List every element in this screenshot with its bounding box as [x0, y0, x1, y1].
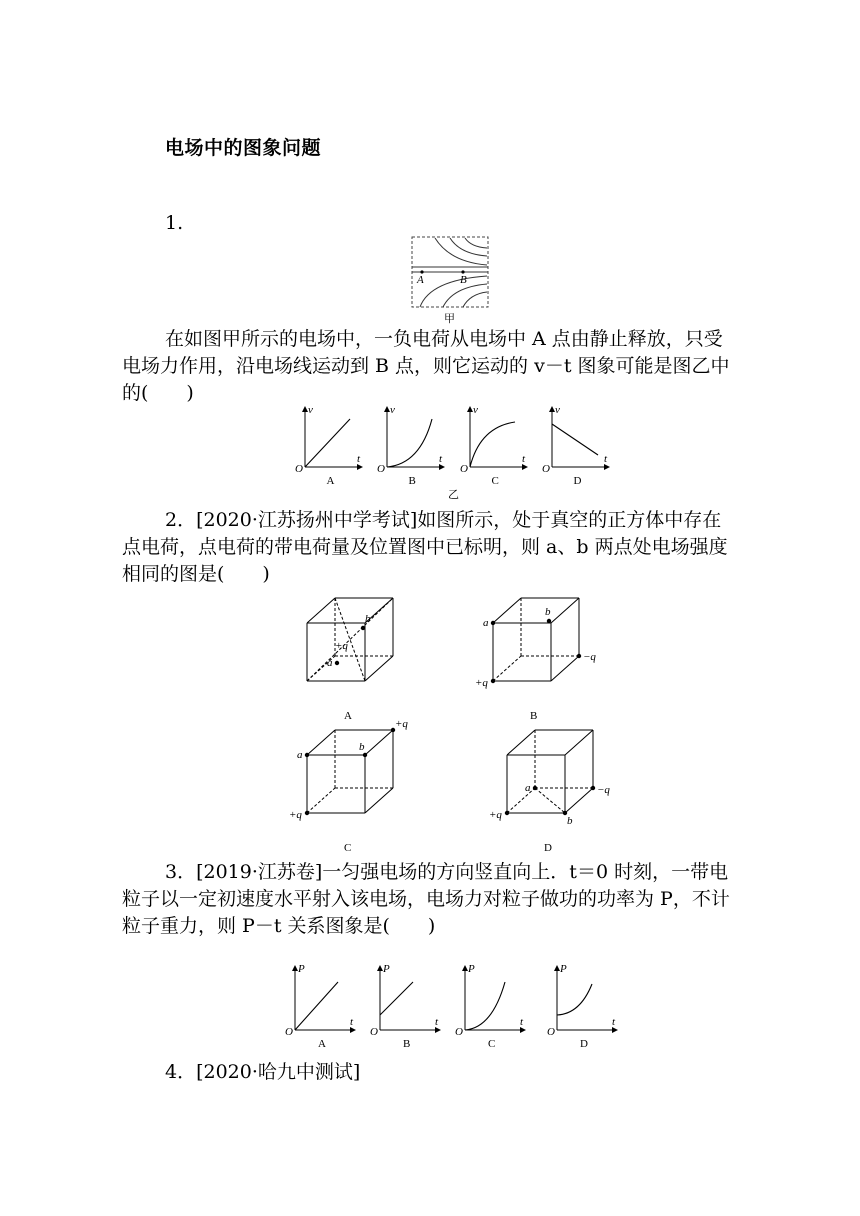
point-b-label: B [460, 274, 467, 286]
vt-curve [470, 422, 515, 467]
y-axis-label: P [298, 963, 305, 975]
pt-curve [465, 982, 505, 1030]
charge-minus-q [577, 654, 581, 658]
y-axis-label: P [468, 963, 475, 975]
vt-graph-c [460, 404, 526, 487]
point-a [335, 661, 339, 665]
label-a: a [483, 617, 489, 629]
point-b [361, 626, 365, 630]
fig-jia-label: 甲 [444, 313, 455, 324]
origin-label: O [295, 463, 303, 475]
pt-curve [295, 982, 338, 1030]
hidden-edge [507, 788, 535, 813]
option-label-B: B [530, 710, 538, 722]
point-a-label: A [417, 274, 424, 286]
option-label-A: A [318, 1038, 326, 1050]
cube-edge [551, 656, 579, 681]
q2-cube-figures [275, 583, 635, 858]
vt-curve [387, 419, 432, 467]
label-b: b [365, 613, 371, 625]
label-b: b [359, 741, 365, 753]
field-line [435, 238, 487, 265]
vt-graph-a [295, 404, 361, 487]
option-label-D: D [544, 842, 552, 854]
origin-label: O [370, 1026, 378, 1038]
pt-curve [380, 982, 413, 1015]
q1-text: 在如图甲所示的电场中，一负电荷从电场中 A 点由静止释放，只受电场力作用，沿电场线运动到 B 点，则它运动的 v－t 图象可能是图乙中的( ) [122, 328, 730, 404]
y-axis-label: P [560, 963, 567, 975]
diagonal [535, 788, 565, 813]
charge-plus-q [491, 679, 495, 683]
label-plus-q: +q [489, 809, 502, 821]
cube-figure-D [489, 730, 610, 854]
cube-edge [507, 730, 535, 755]
label-a: a [525, 782, 531, 794]
cube-edge [365, 730, 393, 755]
x-axis-label: t [439, 453, 443, 465]
origin-label: O [542, 463, 550, 475]
option-label-C: C [344, 842, 352, 854]
field-line [465, 238, 487, 248]
pt-graph-d [547, 963, 616, 1050]
charge-minus-q [591, 786, 595, 790]
label-plus-q: +q [475, 677, 488, 689]
field-line [463, 292, 487, 307]
option-label-B: B [403, 1038, 411, 1050]
option-label-C: C [488, 1038, 496, 1050]
x-axis-label: t [350, 1016, 354, 1028]
y-axis-label: P [383, 963, 390, 975]
hidden-edge [493, 656, 521, 681]
option-label-C: C [491, 475, 499, 487]
option-label-A: A [326, 475, 335, 487]
origin-label: O [460, 463, 468, 475]
x-axis-label: t [612, 1016, 616, 1028]
cube-edge [307, 598, 335, 623]
charge-plus-q-2 [305, 811, 309, 815]
label-plus-q-2: +q [289, 809, 302, 821]
page-title: 电场中的图象问题 [165, 137, 322, 159]
option-label-D: D [573, 475, 582, 487]
cube-edge [565, 788, 593, 813]
label-plus-q: +q [395, 718, 408, 730]
label-b: b [545, 606, 551, 618]
cube-edge [493, 598, 521, 623]
option-label-B: B [408, 475, 416, 487]
vt-curve [305, 419, 350, 467]
cube-edge [365, 788, 393, 813]
cube-edge [565, 730, 593, 755]
label-minus-q: −q [583, 651, 596, 663]
option-label-D: D [580, 1038, 588, 1050]
vt-graph-d [542, 404, 608, 487]
q1-number: 1. [165, 212, 184, 234]
label-b: b [567, 815, 573, 827]
cube-edge [307, 730, 335, 755]
q1-figure-jia [405, 232, 495, 324]
vt-graph-b [377, 404, 443, 487]
cube-figure-A [307, 598, 393, 722]
label-minus-q: −q [597, 784, 610, 796]
y-axis-label: v [390, 404, 395, 416]
y-axis-label: v [555, 404, 560, 416]
hidden-edge [307, 788, 335, 813]
q3-text: 3．[2019·江苏卷]一匀强电场的方向竖直向上．t＝0 时刻，一带电粒子以一定初速度水平射入该电场，电场力对粒子做功的功率为 P，不计粒子重力，则 P－t 关系图象是( ) [122, 861, 730, 937]
fig-yi-label: 乙 [448, 489, 459, 500]
q2-text: 2．[2020·江苏扬州中学考试]如图所示，处于真空的正方体中存在点电荷，点电荷的带电荷量及位置图中已标明，则 a、b 两点处电场强度相同的图是( ) [122, 509, 728, 585]
cube-edge [551, 598, 579, 623]
cube-figure-C [289, 718, 408, 854]
point-a [305, 753, 309, 757]
origin-label: O [455, 1026, 463, 1038]
origin-label: O [547, 1026, 555, 1038]
cube-figure-B [475, 598, 596, 722]
cube-edge [365, 656, 393, 681]
x-axis-label: t [604, 453, 608, 465]
point-b [363, 753, 367, 757]
x-axis-label: t [435, 1016, 439, 1028]
charge-plus-q [505, 811, 509, 815]
label-a: a [327, 657, 333, 669]
point-b [547, 619, 551, 623]
origin-label: O [377, 463, 385, 475]
x-axis-label: t [520, 1016, 524, 1028]
pt-graph-c [455, 963, 524, 1050]
pt-graph-b [370, 963, 439, 1050]
field-line [420, 276, 487, 307]
x-axis-label: t [357, 453, 361, 465]
label-plus-q: +q [335, 640, 348, 652]
point-a [491, 621, 495, 625]
pt-graph-a [285, 963, 354, 1050]
label-a: a [297, 749, 303, 761]
q3-pt-figures [280, 960, 620, 1052]
option-label-A: A [344, 710, 352, 722]
diagonal [307, 598, 393, 681]
q4-text: 4．[2020·哈九中测试] [165, 1061, 361, 1083]
y-axis-label: v [308, 404, 313, 416]
pt-curve [557, 984, 592, 1015]
x-axis-label: t [522, 453, 526, 465]
point-a [533, 786, 537, 790]
y-axis-label: v [473, 404, 478, 416]
q1-figure-yi [290, 402, 620, 500]
origin-label: O [285, 1026, 293, 1038]
vt-curve [552, 424, 598, 455]
